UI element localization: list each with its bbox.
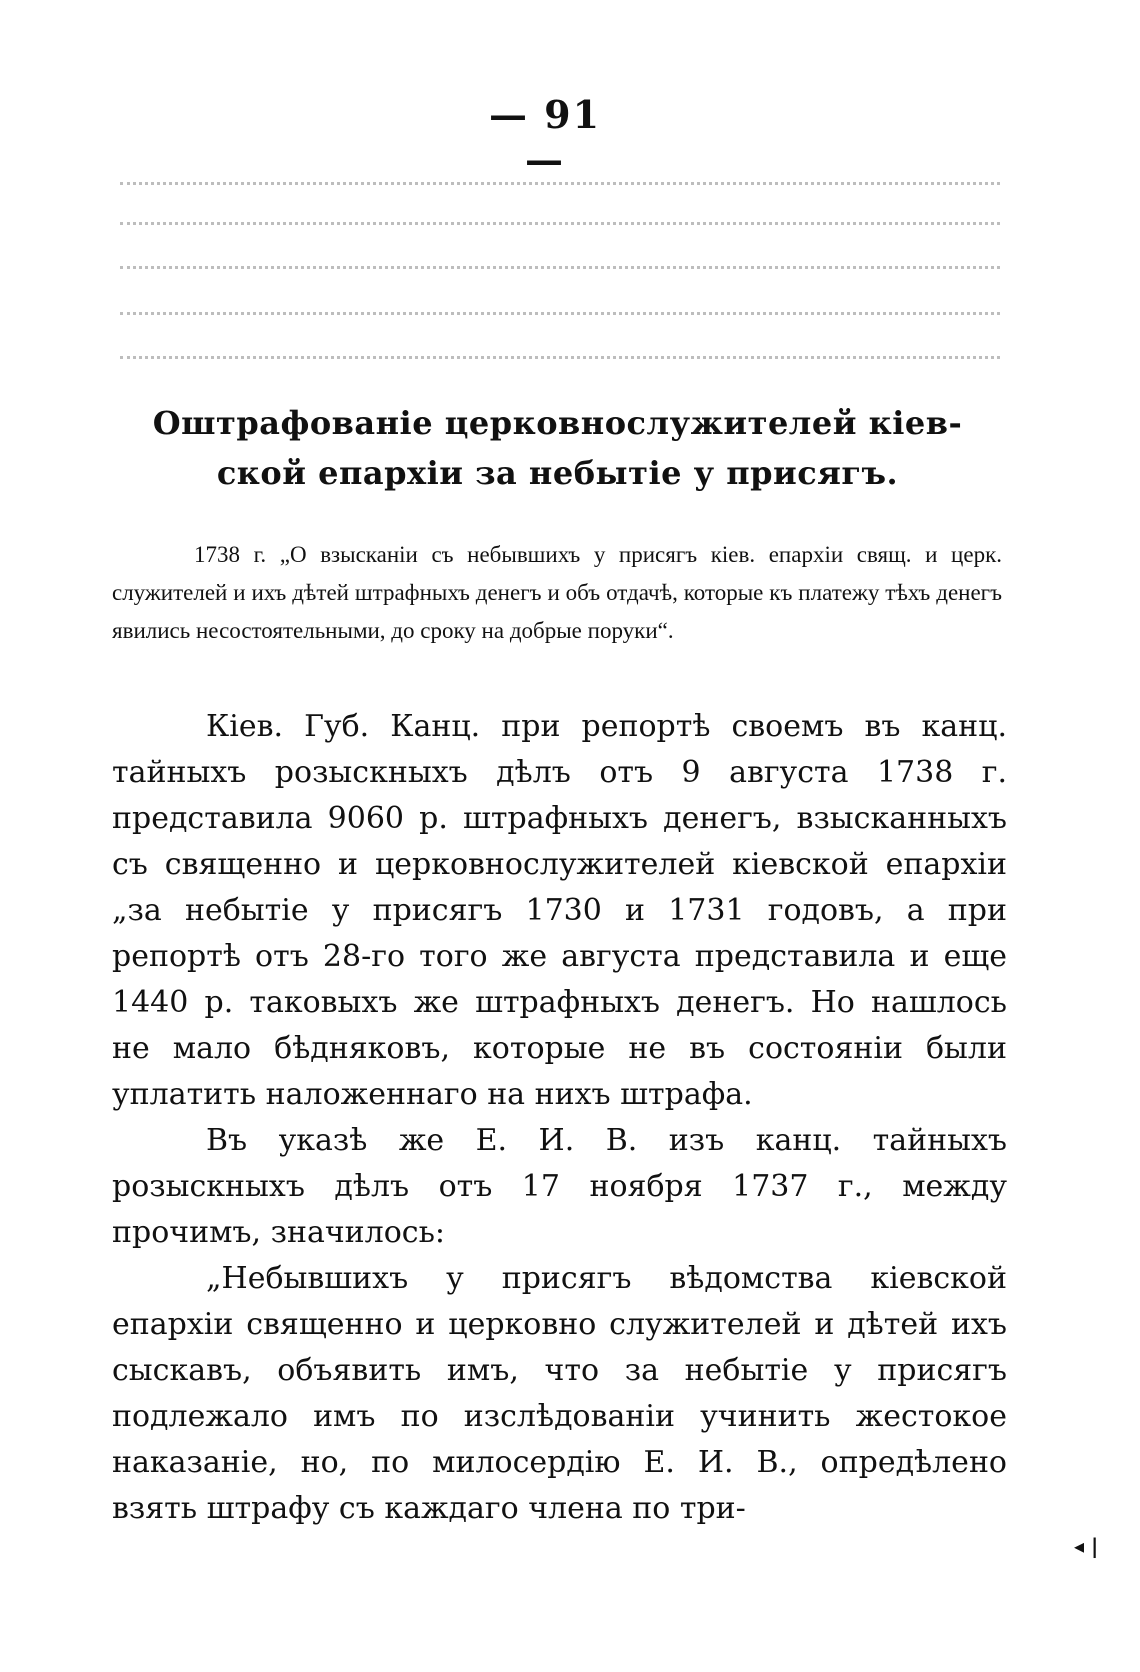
document-abstract: 1738 г. „О взысканіи съ небывшихъ у присягъ кіев. епархіи свящ. и церк. служителей и ихъ дѣтей штрафныхъ денегъ и объ отдачѣ, которые къ платежу тѣхъ денегъ явились несостоятельными, до сроку на добрые поруки“. [112,542,1002,643]
bleed-through-line [120,266,1000,269]
section-heading [110,398,1005,498]
page-number: — 91 — [488,92,602,182]
heading-line: Оштрафованіе церковнослужителей кіев- [152,404,963,442]
paragraph: „Небывшихъ у присягъ вѣдомства кіевской епархіи священно и церковно служителей и дѣтей ихъ сыскавъ, объявить имъ, что за небытіе у присягъ подлежало имъ по изслѣдованіи учинить жестокое наказаніе, но, по милосердію Е. И. В., опредѣлено взять штрафу съ каждаго члена по три- [112,1261,1007,1526]
bleed-through-line [120,356,1000,359]
margin-mark: ◂ | [1074,1534,1099,1558]
bleed-through-line [120,312,1000,315]
heading-line: ской епархіи за небытіе у присягъ. [216,454,899,492]
bleed-through-line [120,182,1000,185]
paragraph: Кіев. Губ. Канц. при репортѣ своемъ въ канц. тайныхъ розыскныхъ дѣлъ отъ 9 августа 1738 г. представила 9060 р. штрафныхъ денегъ, взысканныхъ съ священно и церковнослужителей кіевской епархіи „за небытіе у присягъ 1730 и 1731 годовъ, а при репортѣ отъ 28-го того же августа представила и еще 1440 р. таковыхъ же штрафныхъ денегъ. Но нашлось не мало бѣдняковъ, которые не въ состояніи были уплатить наложеннаго на нихъ штрафа. [112,709,1007,1112]
paragraph: Въ указѣ же Е. И. В. изъ канц. тайныхъ розыскныхъ дѣлъ отъ 17 ноября 1737 г., между прочимъ, значилось: [112,1123,1007,1250]
bleed-through-line [120,222,1000,225]
body-text [112,704,1007,1532]
